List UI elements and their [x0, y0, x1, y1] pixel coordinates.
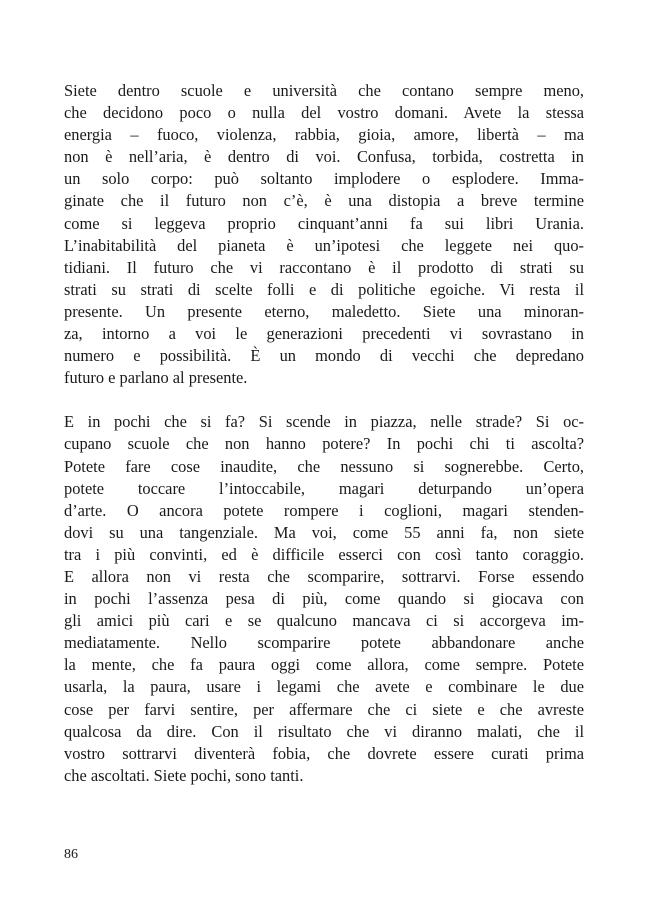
text-line: cose per farvi sentire, per affermare che ci siete e che avreste	[64, 699, 584, 719]
text-line: in pochi l’assenza pesa di più, come quando si giocava con	[64, 589, 584, 609]
text-line: tidiani. Il futuro che vi raccontano è il prodotto di strati su	[64, 257, 584, 277]
text-line: E allora non vi resta che scomparire, sottrarvi. Forse essendo	[64, 566, 584, 586]
text-line: come si leggeva proprio cinquant’anni fa sui libri Urania.	[64, 213, 584, 233]
text-line: vostro sottrarvi diventerà fobia, che dovrete essere curati prima	[64, 743, 584, 763]
text-line: E in pochi che si fa? Si scende in piazza, nelle strade? Si oc-	[64, 412, 584, 432]
text-line: tra i più convinti, ed è difficile esserci con così tanto coraggio.	[64, 544, 584, 564]
paragraph-1	[64, 80, 584, 389]
text-line: la mente, che fa paura oggi come allora, come sempre. Potete	[64, 655, 584, 675]
text-line: strati su strati di scelte folli e di politiche egoiche. Vi resta il	[64, 279, 584, 299]
paragraph-2	[64, 411, 584, 787]
text-line: potete toccare l’intoccabile, magari deturpando un’opera	[64, 478, 584, 498]
page-body	[64, 80, 584, 787]
text-line: numero e possibilità. È un mondo di vecchi che depredano	[64, 346, 584, 366]
text-line: L’inabitabilità del pianeta è un’ipotesi che leggete nei quo-	[64, 235, 584, 255]
text-line: ginate che il futuro non c’è, è una distopia a breve termine	[64, 191, 584, 211]
text-line: energia – fuoco, violenza, rabbia, gioia, amore, libertà – ma	[64, 125, 584, 145]
text-line: gli amici più cari e se qualcuno mancava ci si accorgeva im-	[64, 611, 584, 631]
text-line: d’arte. O ancora potete rompere i coglioni, magari stenden-	[64, 500, 584, 520]
text-line: che decidono poco o nulla del vostro domani. Avete la stessa	[64, 103, 584, 123]
text-line: non è nell’aria, è dentro di voi. Confusa, torbida, costretta in	[64, 147, 584, 167]
text-line: futuro e parlano al presente.	[64, 368, 248, 388]
text-line: un solo corpo: può soltanto implodere o esplodere. Imma-	[64, 169, 584, 189]
text-line: cupano scuole che non hanno potere? In pochi chi ti ascolta?	[64, 434, 584, 454]
text-line: presente. Un presente eterno, maledetto. Siete una minoran-	[64, 301, 584, 321]
text-line: mediatamente. Nello scomparire potete abbandonare anche	[64, 633, 584, 653]
text-line: dovi su una tangenziale. Ma voi, come 55 anni fa, non siete	[64, 522, 584, 542]
text-line: za, intorno a voi le generazioni precedenti vi sovrastano in	[64, 324, 584, 344]
text-line: Potete fare cose inaudite, che nessuno si sognerebbe. Certo,	[64, 456, 584, 476]
text-line: usarla, la paura, usare i legami che avete e combinare le due	[64, 677, 584, 697]
text-line: Siete dentro scuole e università che contano sempre meno,	[64, 81, 584, 100]
text-line: che ascoltati. Siete pochi, sono tanti.	[64, 765, 304, 785]
text-line: qualcosa da dire. Con il risultato che vi diranno malati, che il	[64, 721, 584, 741]
page-number: 86	[64, 847, 78, 862]
